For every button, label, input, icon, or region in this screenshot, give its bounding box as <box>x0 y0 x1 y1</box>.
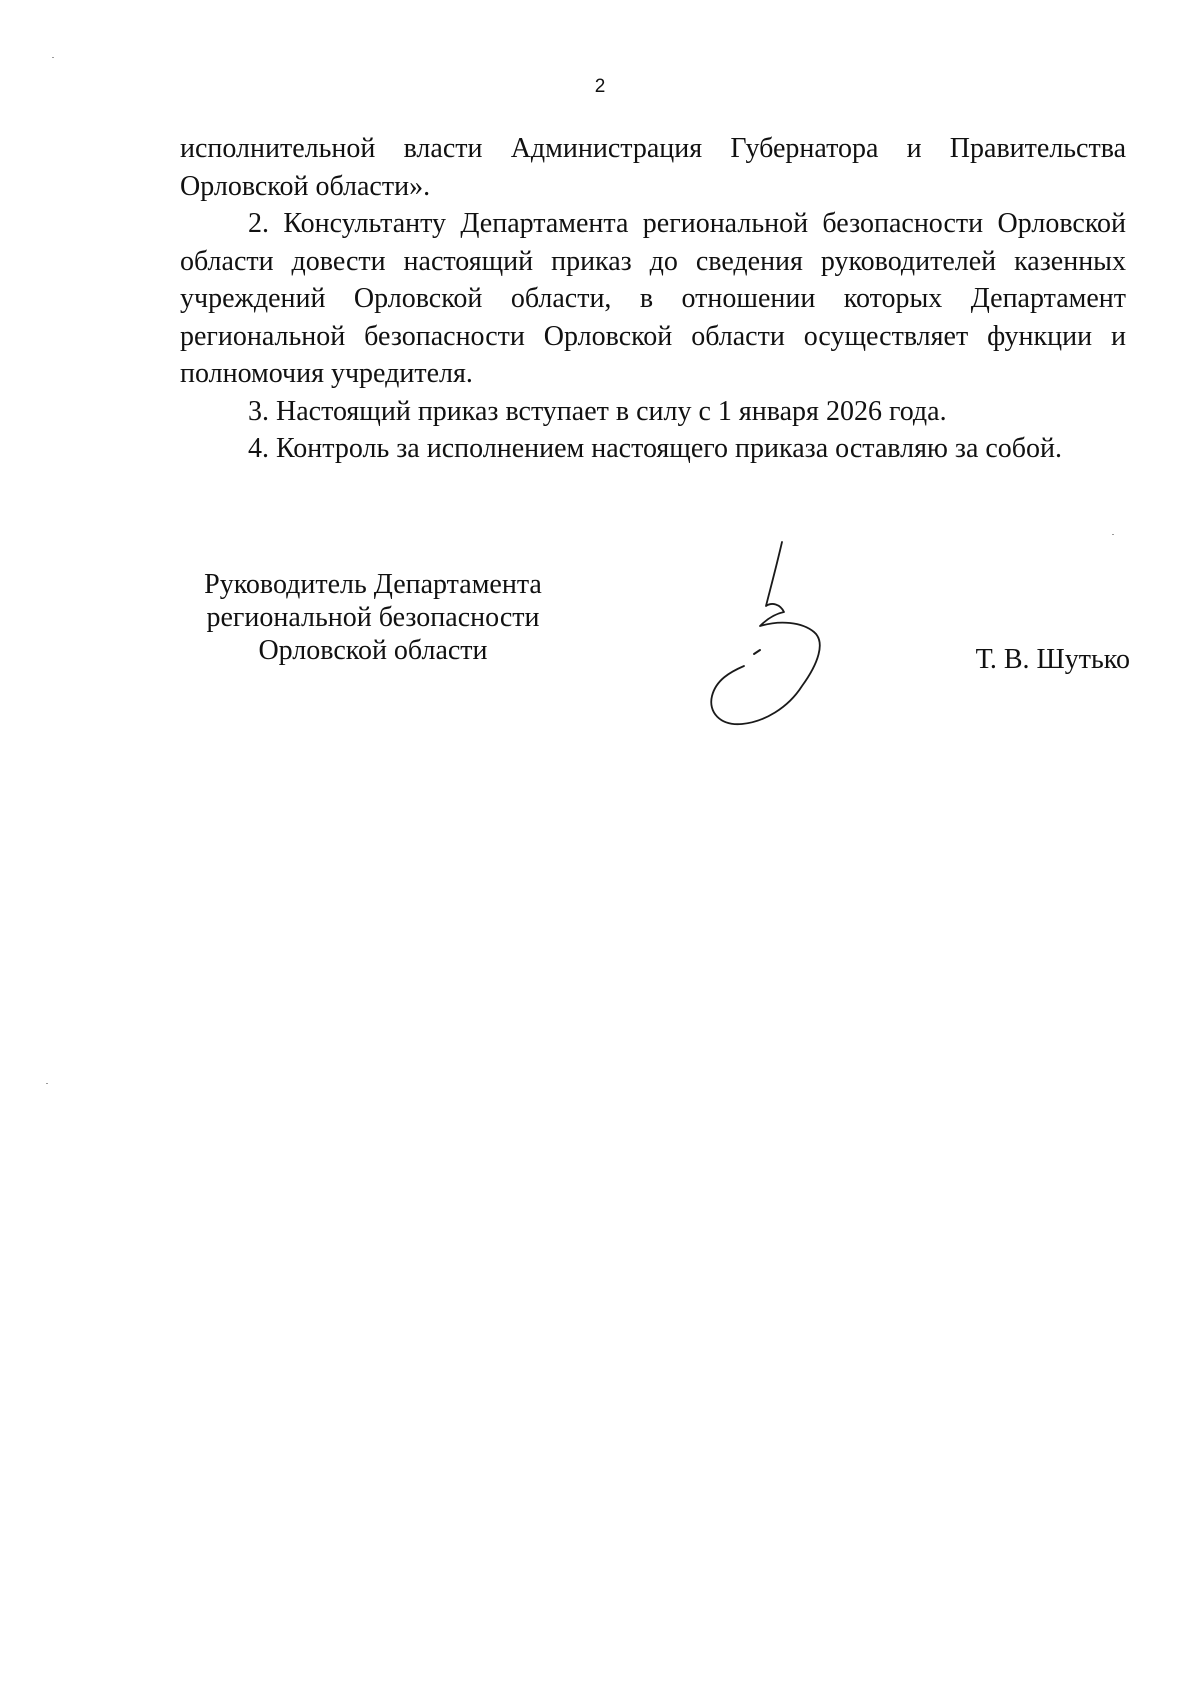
handwritten-signature <box>700 540 850 730</box>
order-text <box>180 130 1126 468</box>
paragraph-continuation: исполнительной власти Администрация Губернатора и Правительства Орловской области». <box>180 133 1126 202</box>
signatory-position-line: Руководитель Департамента <box>204 569 542 600</box>
scan-speck <box>46 1083 48 1084</box>
scan-speck <box>1112 534 1114 535</box>
paragraph-item-4: 4. Контроль за исполнением настоящего приказа оставляю за собой. <box>248 433 1063 464</box>
signatory-position <box>180 568 566 667</box>
signatory-position-line: Орловской области <box>258 635 488 666</box>
paragraph-item-2: 2. Консультанту Департамента региональной безопасности Орловской области довести настоящий приказ до сведения руководителей казенных учреждений Орловской области, в отношении которых Департамент региональной безопасности Орловской области осуществляет функции и полномочия учредителя. <box>180 208 1126 389</box>
signatory-position-line: региональной безопасности <box>206 602 540 633</box>
paragraph-item-3: 3. Настоящий приказ вступает в силу с 1 января 2026 года. <box>248 395 947 427</box>
scan-speck <box>52 57 54 58</box>
page-number: 2 <box>594 76 606 97</box>
signatory-name: Т. В. Шутько <box>975 644 1130 675</box>
